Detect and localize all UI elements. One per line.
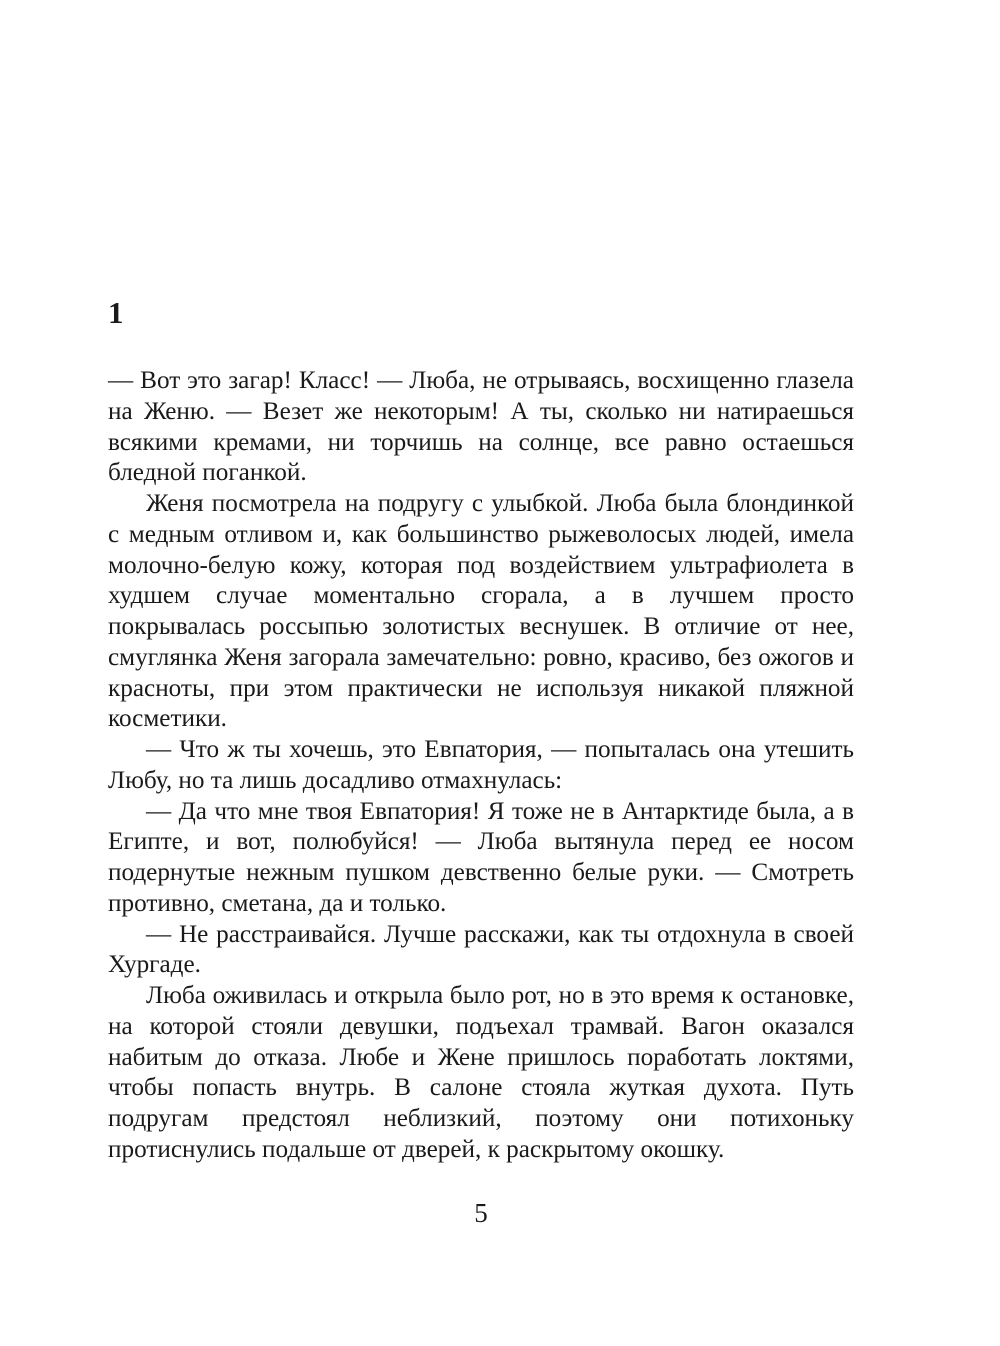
chapter-text xyxy=(108,366,854,1166)
paragraph-6: Люба оживилась и открыла было рот, но в это время к остановке, на которой стояли девушки, подъехал трамвай. Вагон оказался набитым до отказа. Любе и Жене пришлось поработать локтями, чтобы попасть внутрь. В салоне стояла жуткая духота. Путь подругам предстоял неблизкий, поэтому они потихоньку протиснулись подальше от дверей, к раскрытому окошку. xyxy=(108,982,854,1163)
chapter-number: 1 xyxy=(108,295,124,330)
book-page xyxy=(108,0,854,1346)
paragraph-1: — Вот это загар! Класс! — Люба, не отрываясь, восхищенно глазела на Женю. — Везет же некоторым! А ты, сколько ни натираешься всякими кремами, ни торчишь на солнце, все равно остаешься бледной поганкой. xyxy=(108,367,854,487)
paragraph-3: — Что ж ты хочешь, это Евпатория, — попыталась она утешить Любу, но та лишь досадливо отмахнулась: xyxy=(108,736,854,794)
paragraph-4: — Да что мне твоя Евпатория! Я тоже не в Антарктиде была, а в Египте, и вот, полюбуйся! — Люба вытянула перед ее носом подернутые нежным пушком девственно белые руки. — Смотреть противно, сметана, да и только. xyxy=(108,797,854,917)
page-number: 5 xyxy=(474,1198,488,1228)
paragraph-2: Женя посмотрела на подругу с улыбкой. Люба была блондинкой с медным отливом и, как большинство рыжеволосых людей, имела молочно-белую кожу, которая под воздействием ультрафиолета в худшем случае моментально сгорала, а в лучшем просто покрывалась россыпью золотистых веснушек. В отличие от нее, смуглянка Женя загорала замечательно: ровно, красиво, без ожогов и красноты, при этом практически не используя никакой пляжной косметики. xyxy=(108,490,854,733)
paragraph-5: — Не расстраивайся. Лучше расскажи, как ты отдохнула в своей Хургаде. xyxy=(108,920,854,979)
